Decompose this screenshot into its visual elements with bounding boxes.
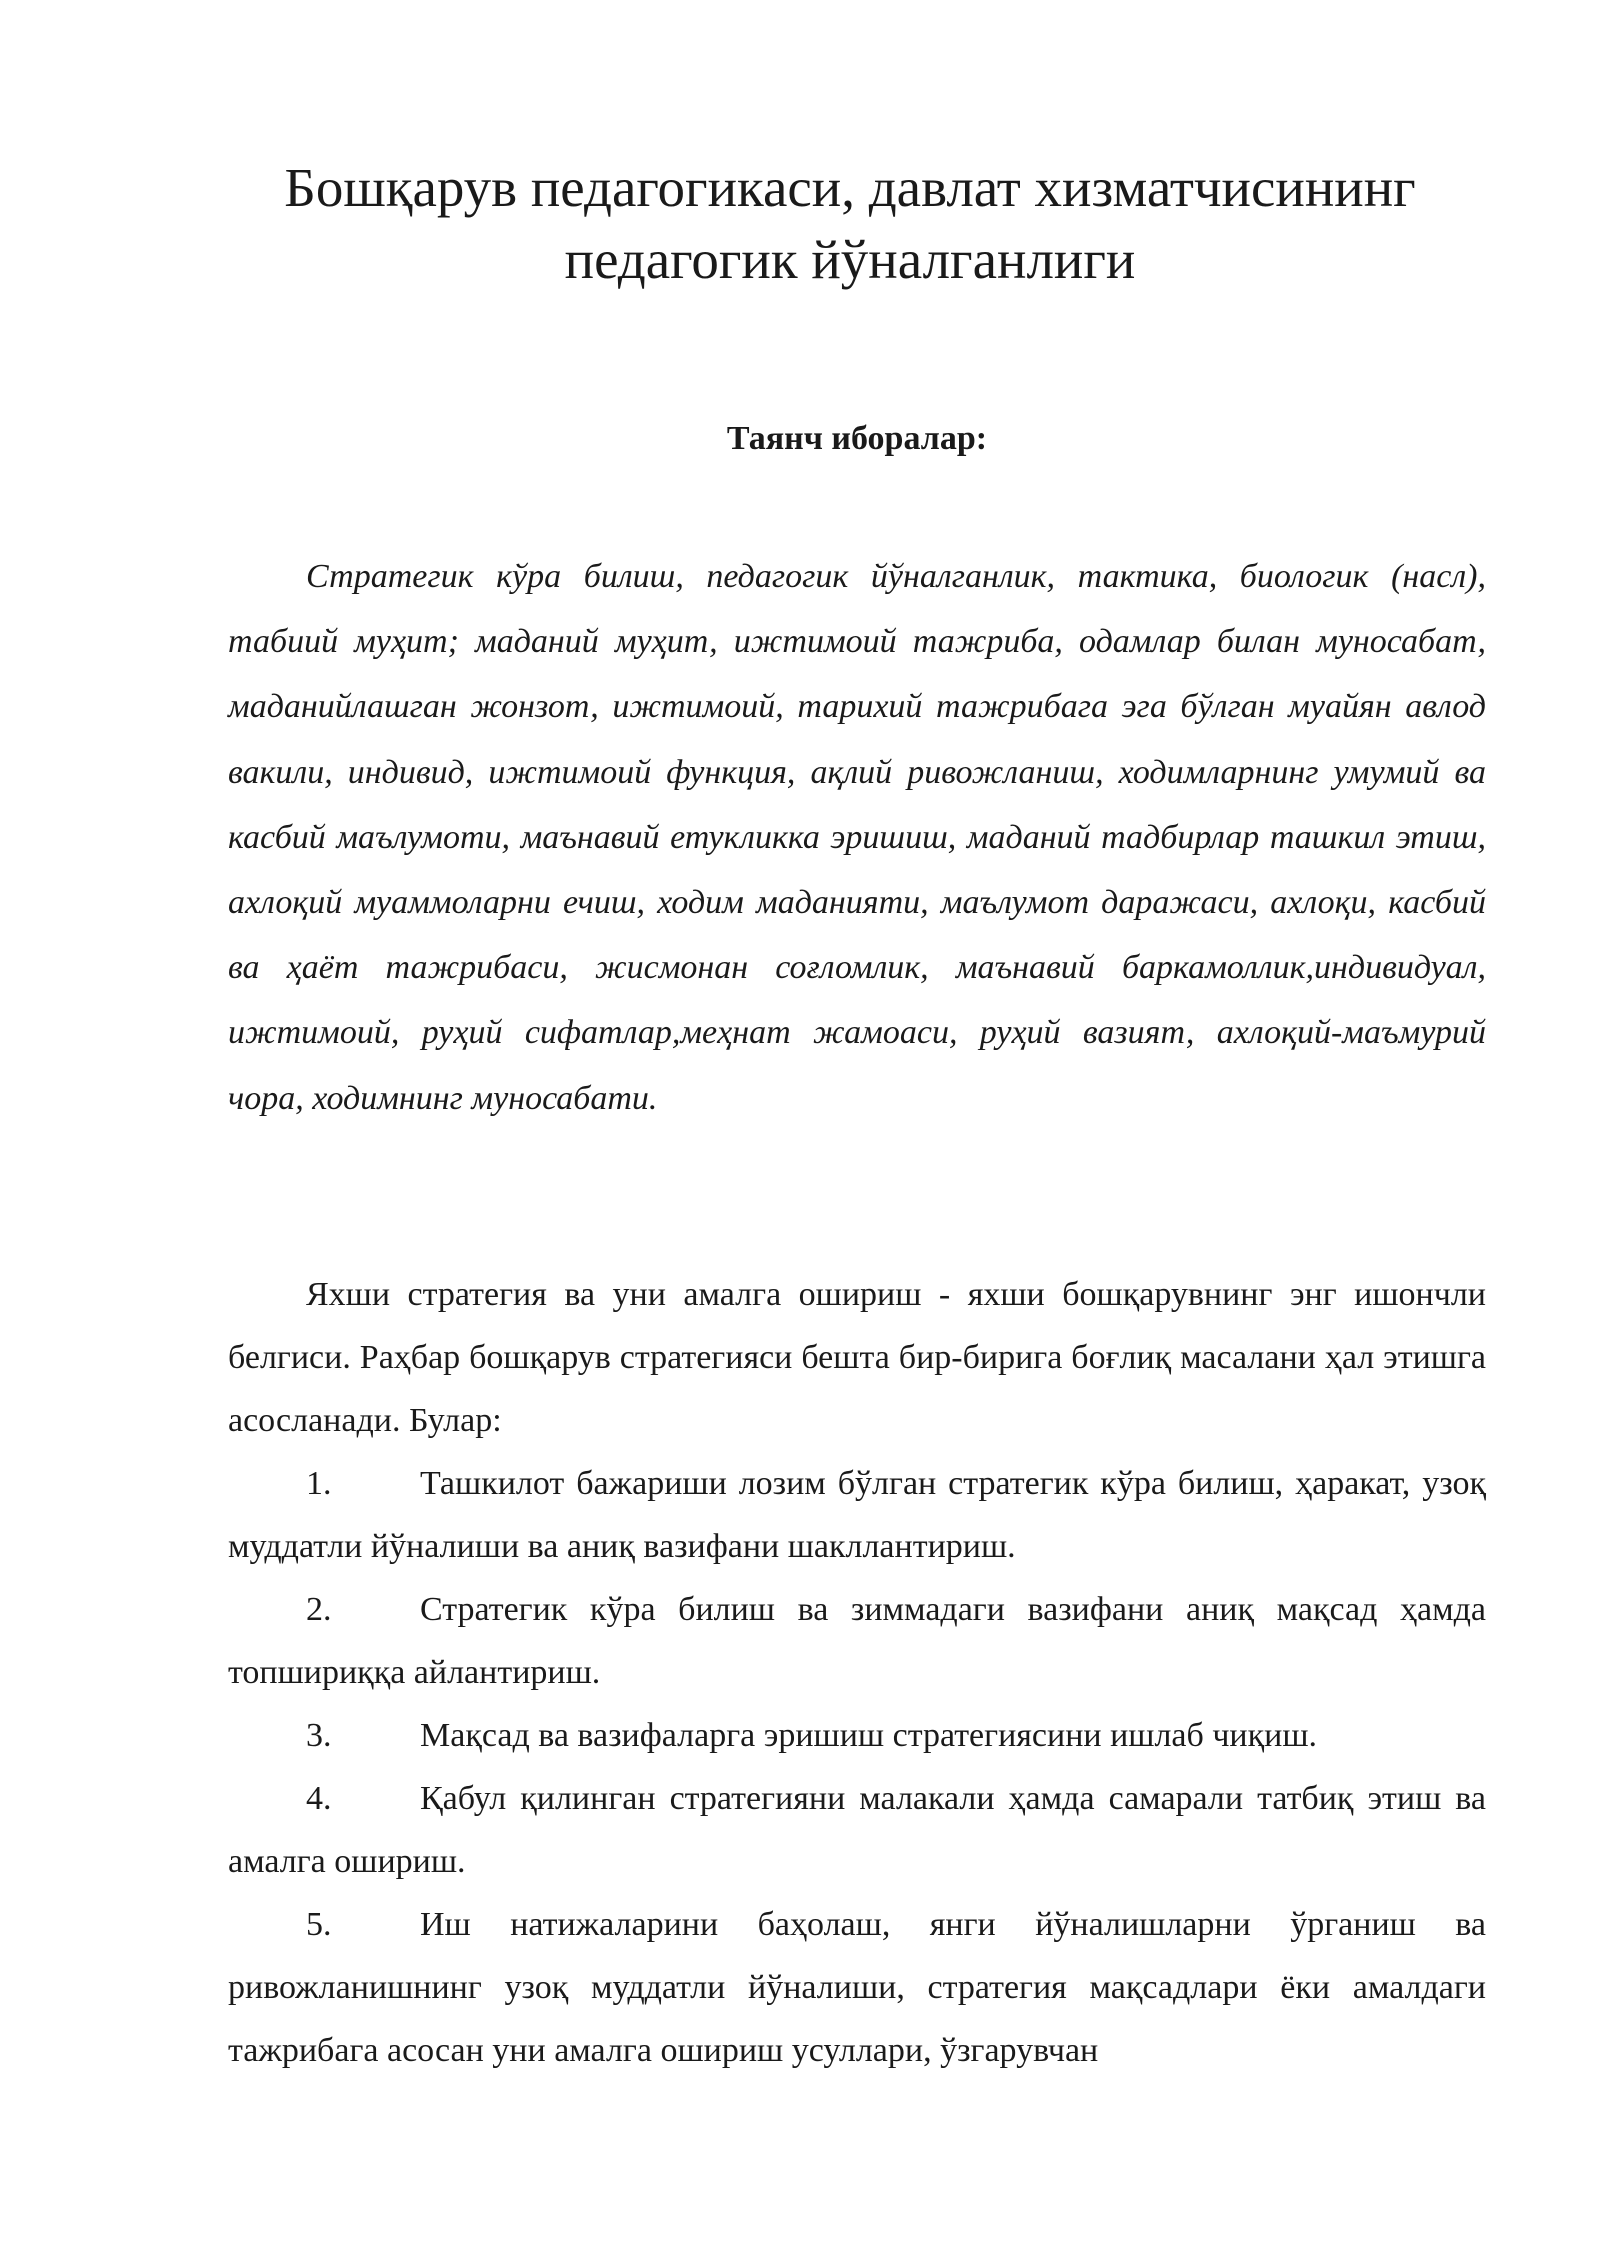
document-title [200,152,1500,296]
list-item-text: Стратегик кўра билиш ва зиммадаги вазифани аниқ мақсад ҳамда топшириққа айлантириш. [228,1591,1486,1691]
title-line-2: педагогик йўналганлиги [564,229,1136,290]
list-item-number: 4. [306,1780,332,1817]
list-item-number: 1. [306,1465,332,1502]
list-item [228,1704,1486,1767]
strategy-tasks-list [228,1452,1486,2082]
intro-paragraph: Яхши стратегия ва уни амалга ошириш - яхши бошқарувнинг энг ишончли белгиси. Раҳбар бошқарув стратегияси бешта бир-бирига боғлиқ масалани ҳал этишга асосланади. Булар: [228,1276,1486,1439]
keywords-heading: Таянч иборалар: [726,420,988,457]
list-item [228,1578,1486,1704]
list-item-text: Мақсад ва вазифаларга эришиш стратегиясини ишлаб чиқиш. [420,1717,1318,1754]
list-item-text: Қабул қилинган стратегияни малакали ҳамда самарали татбиқ этиш ва амалга ошириш. [228,1780,1486,1880]
title-line-1: Бошқарув педагогикаси, давлат хизматчисининг [284,157,1416,218]
list-item-number: 2. [306,1591,332,1628]
list-item [228,1893,1486,2082]
list-item-number: 5. [306,1906,332,1943]
list-item-number: 3. [306,1717,332,1754]
list-item-text: Иш натижаларини баҳолаш, янги йўналишларни ўрганиш ва ривожланишнинг узоқ муддатли йўналиши, стратегия мақсадлари ёки амалдаги тажрибага асосан уни амалга ошириш усуллари, ўзгарувчан [228,1906,1486,2069]
keywords-paragraph: Стратегик кўра билиш, педагогик йўналганлик, тактика, биологик (насл), табиий муҳит; маданий муҳит, ижтимоий тажриба, одамлар билан муносабат, маданийлашган жонзот, ижтимоий, тарихий тажрибага эга бўлган муайян авлод вакили, индивид, ижтимоий функция, ақлий ривожланиш, ходимларнинг умумий ва касбий маълумоти, маънавий етукликка эришиш, маданий тадбирлар ташкил этиш, ахлоқий муаммоларни ечиш, ходим маданияти, маълумот даражаси, ахлоқи, касбий ва ҳаёт тажрибаси, жисмонан соғломлик, маънавий баркамоллик,индивидуал, ижтимоий, руҳий сифатлар,меҳнат жамоаси, руҳий вазият, ахлоқий-маъмурий чора, ходимнинг муносабати. [228,558,1486,1117]
list-item-text: Ташкилот бажариши лозим бўлган стратегик кўра билиш, ҳаракат, узоқ муддатли йўналиши ва аниқ вазифани шакллантириш. [228,1465,1486,1565]
list-item [228,1452,1486,1578]
list-item [228,1767,1486,1893]
